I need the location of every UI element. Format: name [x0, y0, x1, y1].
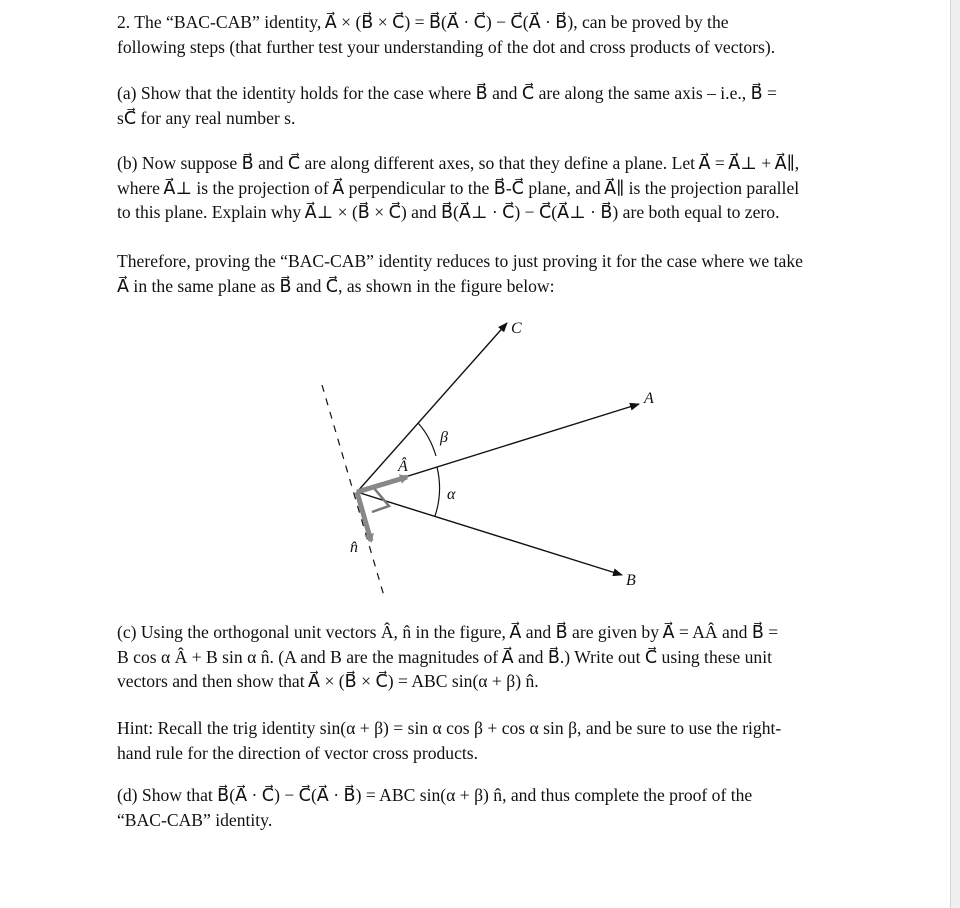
text-line: Therefore, proving the “BAC-CAB” identity reduces to just proving it for the case where we take: [117, 251, 803, 271]
label-alpha: α: [447, 486, 456, 503]
text-line: Hint: Recall the trig identity sin(α + β) = sin α cos β + cos α sin β, and be sure to use the right-: [117, 718, 782, 738]
hint: [117, 716, 857, 765]
text-line: following steps (that further test your understanding of the dot and cross products of vectors).: [117, 36, 776, 57]
text-line: to this plane. Explain why A⃗⊥ × (B⃗ × C⃗) and B⃗(A⃗⊥ · C⃗) − C⃗(A⃗⊥ · B⃗) are both equal to zero.: [117, 202, 780, 222]
angle-alpha-arc: [435, 467, 440, 516]
text-line: vectors and then show that A⃗ × (B⃗ × C⃗) = ABC sin(α + β) n̂.: [117, 671, 539, 691]
label-c: C⃗: [511, 320, 535, 337]
problem-intro: [117, 10, 857, 59]
label-beta: β: [440, 429, 448, 446]
text-line: (d) Show that B⃗(A⃗ · C⃗) − C⃗(A⃗ · B⃗) = ABC sin(α + β) n̂, and thus complete the proof of the: [117, 785, 753, 805]
text-line: “BAC-CAB” identity.: [117, 809, 273, 830]
label-a-hat: Â: [398, 458, 408, 475]
text-line: (c) Using the orthogonal unit vectors Â, n̂ in the figure, A⃗ and B⃗ are given by A⃗ = AÂ and B⃗ =: [117, 622, 779, 642]
part-a: [117, 81, 857, 130]
angle-beta-arc: [418, 423, 436, 456]
vector-b-line: [357, 492, 622, 575]
vector-figure: [300, 310, 667, 600]
part-d: [117, 783, 857, 832]
label-b: B⃗: [626, 572, 649, 589]
therefore-paragraph: [117, 249, 857, 298]
vector-c-line: [357, 323, 507, 492]
text-line: where A⃗⊥ is the projection of A⃗ perpendicular to the B⃗-C⃗ plane, and A⃗∥ is the projection parallel: [117, 177, 800, 198]
text-line: sC⃗ for any real number s.: [117, 107, 296, 128]
unit-vector-n-hat: [357, 492, 371, 541]
text-line: (a) Show that the identity holds for the case where B⃗ and C⃗ are along the same axis – i.e., B⃗ =: [117, 83, 777, 103]
text-line: A⃗ in the same plane as B⃗ and C⃗, as shown in the figure below:: [117, 275, 555, 296]
part-b: [117, 151, 857, 225]
text-line: B cos α Â + B sin α n̂. (A and B are the magnitudes of A⃗ and B⃗.) Write out C⃗ using these unit: [117, 646, 772, 667]
label-a: A⃗: [644, 390, 667, 407]
part-c: [117, 620, 857, 694]
text-line: 2. The “BAC-CAB” identity, A⃗ × (B⃗ × C⃗) = B⃗(A⃗ · C⃗) − C⃗(A⃗ · B⃗), can be proved by the: [117, 12, 729, 32]
text-line: (b) Now suppose B⃗ and C⃗ are along different axes, so that they define a plane. Let A⃗ = A⃗⊥ + A⃗∥,: [117, 153, 800, 173]
text-line: hand rule for the direction of vector cross products.: [117, 742, 479, 763]
label-n-hat: n̂: [350, 539, 358, 556]
